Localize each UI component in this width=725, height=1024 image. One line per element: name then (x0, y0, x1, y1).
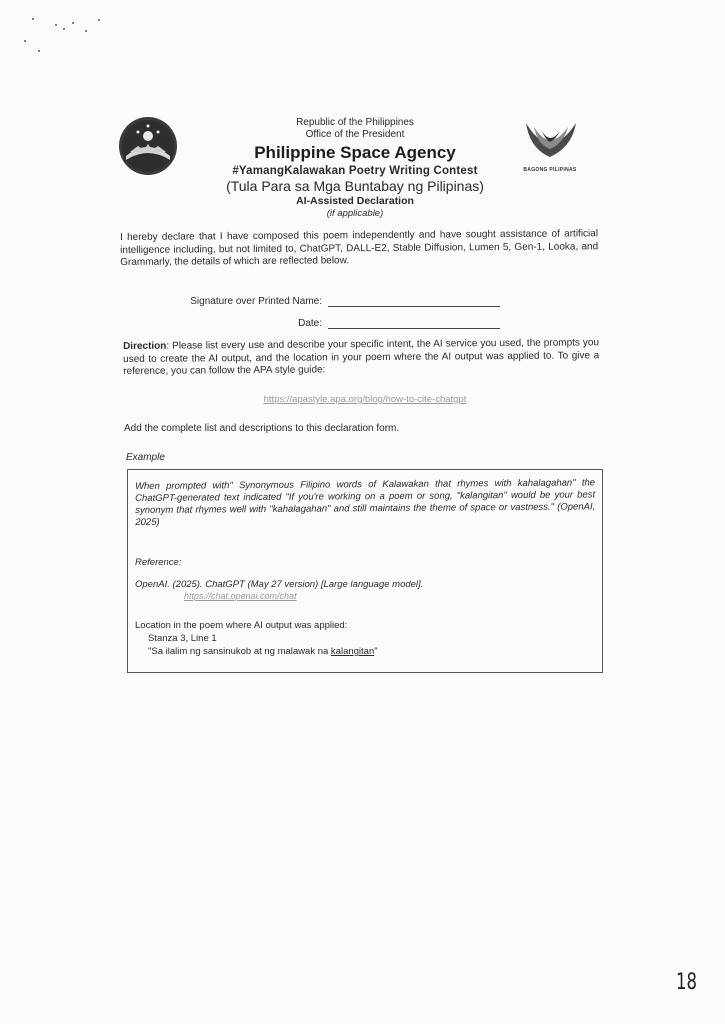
example-quote: When prompted with" Synonymous Filipino words of Kalawakan that rhymes with kahalagahan" the ChatGPT-generated text indicated "If you're working on a poem or song, "kalangitan" would be your best synonym that rhymes well with "kahalagahan" and still maintains the theme of space or vastness." (OpenAI, 2025) (135, 477, 596, 528)
document-header (190, 116, 520, 220)
contest-subtitle: (Tula Para sa Mga Buntabay ng Pilipinas) (226, 178, 484, 194)
date-label: Date: (298, 318, 322, 329)
office-line: Office of the President (305, 129, 405, 140)
page-number: 18 (676, 970, 697, 995)
citation-link[interactable]: https://chat.openai.com/chat (184, 591, 297, 601)
direction-label: Direction (123, 340, 167, 352)
stanza-line: Stanza 3, Line 1 (148, 633, 217, 644)
location-label: Location in the poem where AI output was applied: (135, 620, 348, 631)
agency-title: Philippine Space Agency (254, 143, 456, 162)
philsa-seal-icon (118, 116, 178, 176)
signature-label: Signature over Printed Name: (190, 296, 322, 307)
citation-text: OpenAI. (2025). ChatGPT (May 27 version) [Large language model]. (135, 579, 424, 590)
contest-title: #YamangKalawakan Poetry Writing Contest (232, 165, 478, 177)
poem-line-suffix: " (374, 646, 378, 657)
signature-line (328, 306, 500, 307)
bagong-pilipinas-logo-icon (514, 117, 586, 179)
direction-paragraph (123, 337, 599, 378)
declaration-title: AI-Assisted Declaration (296, 195, 414, 207)
poem-line-underlined: kalangitan (330, 646, 375, 657)
signature-row (160, 296, 520, 310)
apa-style-link[interactable]: https://apastyle.apa.org/blog/how-to-cite-chatgpt (263, 394, 467, 405)
republic-line: Republic of the Philippines (296, 117, 414, 128)
date-line (328, 328, 500, 329)
add-list-instruction: Add the complete list and descriptions to this declaration form. (124, 423, 400, 434)
example-box (127, 469, 603, 673)
date-row (160, 318, 520, 332)
poem-line (148, 646, 378, 657)
bagong-pilipinas-caption: BAGONG PILIPINAS (523, 167, 577, 173)
poem-line-prefix: "Sa ilalim ng sansinukob at ng malawak na (148, 646, 331, 657)
if-applicable-note: (if applicable) (326, 208, 384, 219)
reference-label: Reference: (135, 557, 182, 568)
declaration-intro: I hereby declare that I have composed this poem independently and have sought assistance of artificial intelligence including, but not limited to, ChatGPT, DALL-E2, Stable Diffusion, Lumen 5, Gen-1, Looka, and Grammarly, the details of which are reflected below. (120, 228, 599, 268)
example-label: Example (126, 452, 165, 463)
direction-text: : Please list every use and describe your specific intent, the AI service you used, the prompts you used to create the AI output, and the location in your poem where the AI output was applied to. To give a reference, you can follow the APA style guide: (123, 337, 600, 377)
